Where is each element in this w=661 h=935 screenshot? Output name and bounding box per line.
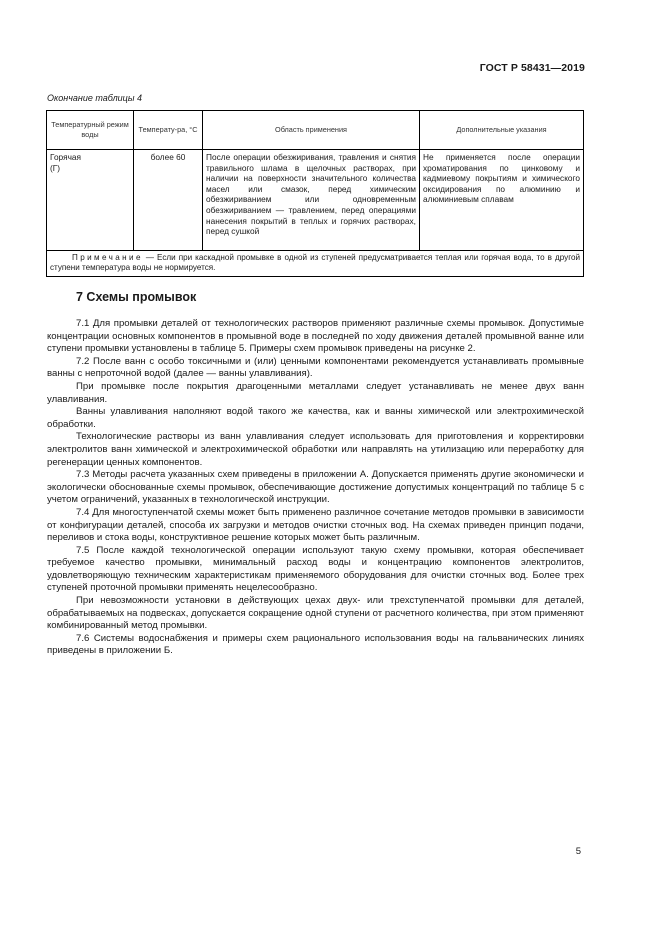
table-header-row xyxy=(47,111,584,150)
cell-temperature: более 60 xyxy=(134,150,203,251)
column-header-notes: Дополнительные указания xyxy=(420,111,584,150)
paragraph-7-1: 7.1 Для промывки деталей от технологических растворов применяют различные схемы промывок. Допустимые концентрации основных компонентов в промывной воде в последней по ходу движения деталей промывной ванне или ступени промывки установлены в таблице 5. Примеры схем промывок приведены на рисунке 2. xyxy=(47,318,584,355)
cell-notes: Не применяется после операции хроматирования по цинковому и кадмиевому покрытиям и химического оксидирования по алюминию и алюминиевым сплавам xyxy=(420,150,584,251)
section-title: 7 Схемы промывок xyxy=(76,290,197,304)
note-label: Примечание xyxy=(72,253,143,262)
paragraph-7-2: 7.2 После ванн с особо токсичными и (или) ценными компонентами рекомендуется устанавливать промывные ванны с непроточной водой (далее — ванны улавливания). xyxy=(47,355,584,380)
table-caption: Окончание таблицы 4 xyxy=(47,93,142,103)
cell-mode xyxy=(47,150,134,251)
column-header-mode: Температурный режим воды xyxy=(47,111,134,150)
standard-number: ГОСТ Р 58431—2019 xyxy=(479,62,585,74)
paragraph-7-3: 7.3 Методы расчета указанных схем приведены в приложении А. Допускается применять другие экономически и экологически обоснованные схемы промывок, обеспечивающие достижение допустимых концентраций по таблице 5 с учетом ограничений, указанных в технологической инструкции. xyxy=(47,469,584,506)
table-note-row xyxy=(47,251,584,277)
table-row xyxy=(47,150,584,251)
section-body xyxy=(47,318,584,658)
cell-application: После операции обезжиривания, травления и снятия травильного шлама в щелочных растворах, при наличии на поверхности значительного количества масел или смазок, перед химическим обезжириванием или одновременным обезжириванием — травлением, перед операциями нанесения покрытий в теплых и горячих растворах, перед сушкой xyxy=(203,150,420,251)
paragraph-reduction: При невозможности установки в действующих цехах двух- или трехступенчатой промывки для деталей, обрабатываемых на подвесках, допускается сокращение одной ступени от расчетного количества, при этом применяют комбинированный метод промывки. xyxy=(47,595,584,632)
paragraph-7-6: 7.6 Системы водоснабжения и примеры схем рационального использования воды на гальванических линиях приведены в приложении Б. xyxy=(47,632,584,657)
page-number: 5 xyxy=(575,846,581,857)
paragraph-recovery-baths: Ванны улавливания наполняют водой такого же качества, как и ванны химической или электрохимической обработки. xyxy=(47,406,584,430)
note-text: — Если при каскадной промывке в одной из ступеней предусматривается теплая или горячая вода, то в другой ступени температура воды не нормируется. xyxy=(50,253,580,273)
paragraph-precious-metals: При промывке после покрытия драгоценными металлами следует устанавливать не менее двух ванн улавливания. xyxy=(47,380,584,405)
table-4 xyxy=(46,110,584,277)
mode-code: (Г) xyxy=(50,162,61,173)
column-header-application: Область применения xyxy=(203,111,420,150)
paragraph-7-5: 7.5 После каждой технологической операции используют такую схему промывки, которая обеспечивает требуемое качество промывки, минимальный расход воды и концентрацию компонентов электролитов, удовлетворяющую техническим характеристикам применяемого оборудования для очистки сточных вод. Более трех ступеней проточной промывки применять нецелесообразно. xyxy=(47,544,584,594)
table-note xyxy=(47,251,584,277)
column-header-temperature: Температу-ра, °С xyxy=(134,111,203,150)
paragraph-recovery-solutions: Технологические растворы из ванн улавливания следует использовать для приготовления и корректировки электролитов ванн химической и электрохимической обработки или направлять на утилизацию или переработку для регенерации ценных компонентов. xyxy=(47,431,584,468)
mode-name: Горячая xyxy=(50,152,81,162)
paragraph-7-4: 7.4 Для многоступенчатой схемы может быть применено различное сочетание методов промывки в зависимости от конфигурации деталей, способа их загрузки и методов очистки сточных вод. На схемах приведен принцип подачи, переливов и стока воды, конструктивное решение которых может быть различным. xyxy=(47,506,584,544)
